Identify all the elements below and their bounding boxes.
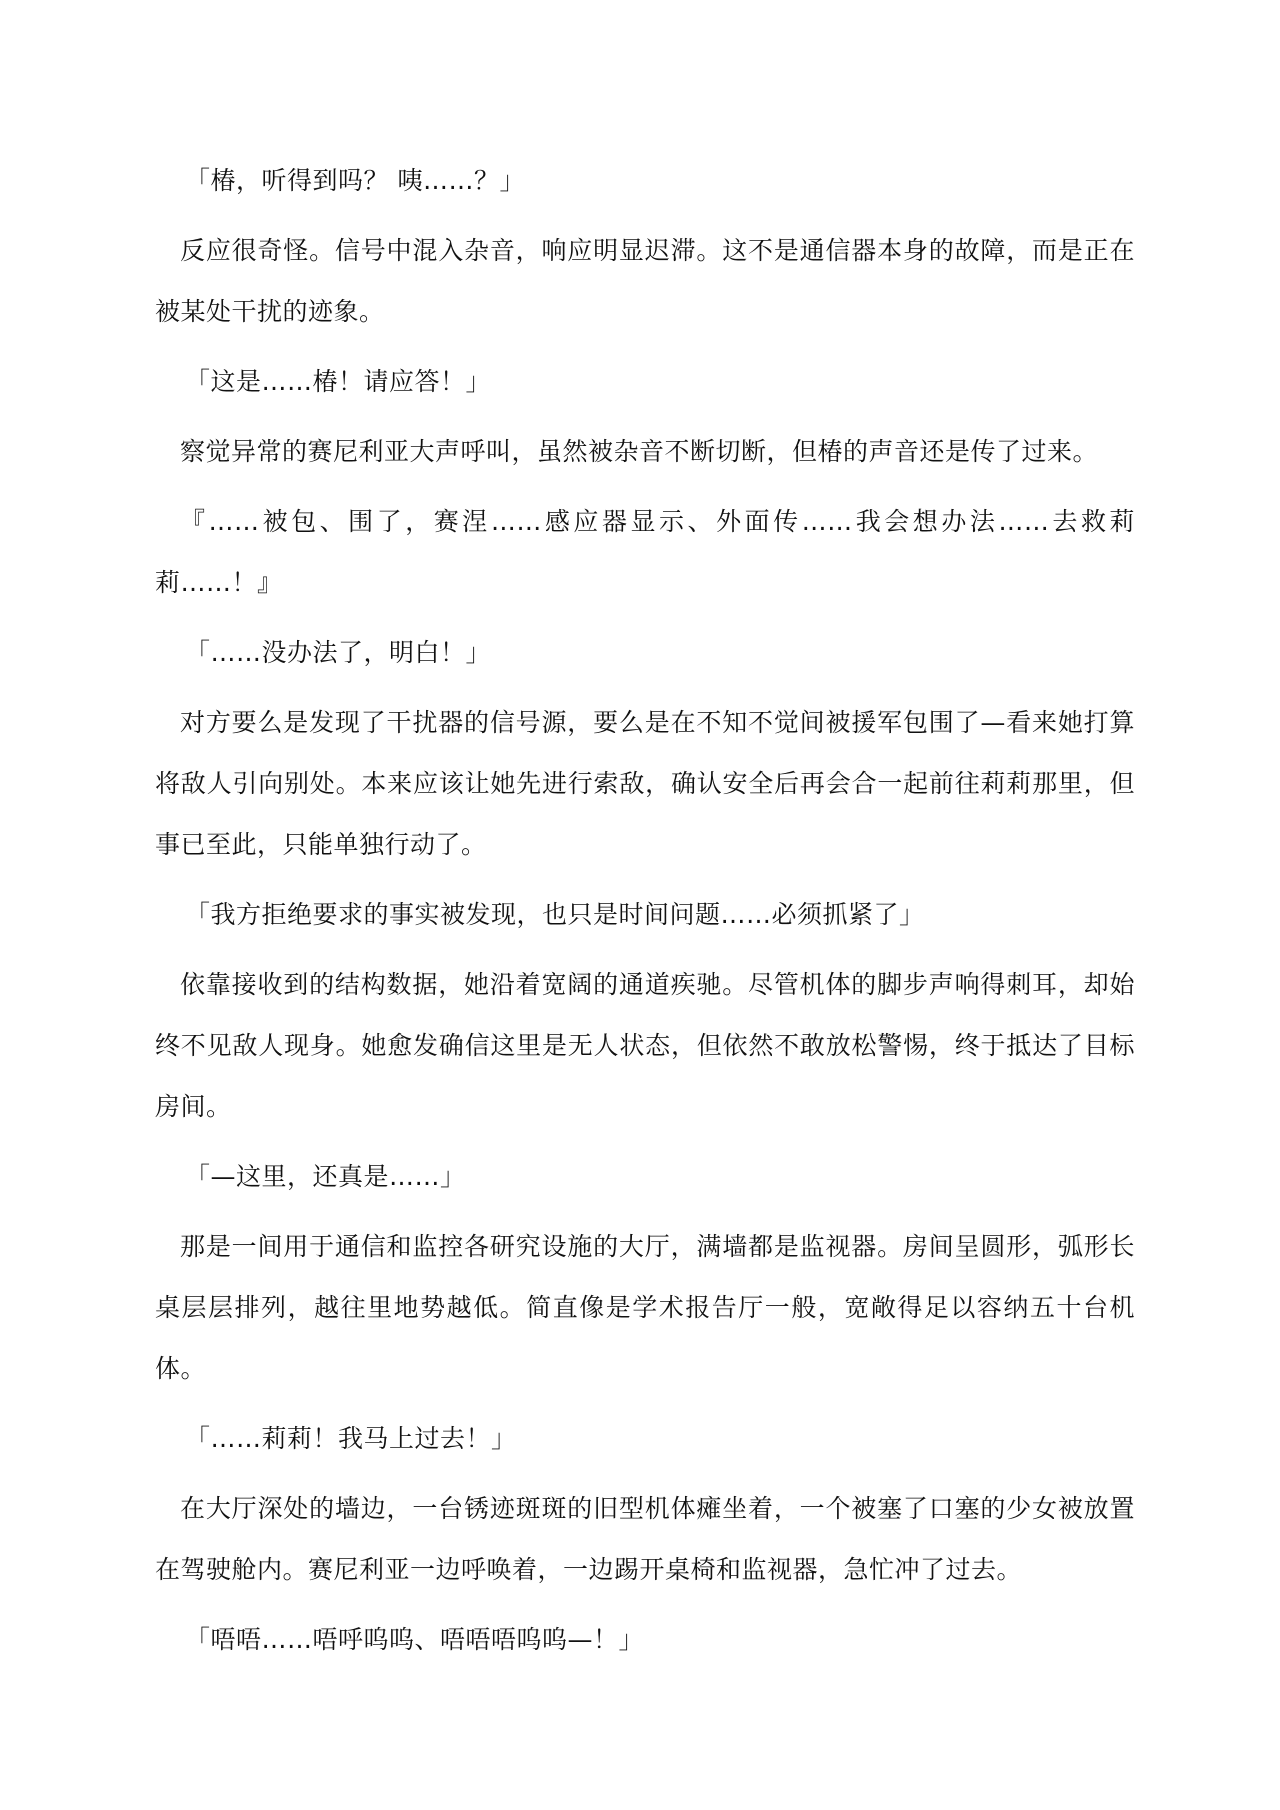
paragraph-dialogue: 「……莉莉！我马上过去！」 — [185, 1424, 517, 1453]
paragraph-dialogue: 「唔唔……唔呼呜呜、唔唔唔呜呜—！」 — [185, 1625, 645, 1654]
paragraph-narration: 察觉异常的赛尼利亚大声呼叫，虽然被杂音不断切断，但椿的声音还是传了过来。 — [180, 437, 1099, 466]
paragraph-dialogue: 「我方拒绝要求的事实被发现，也只是时间问题……必须抓紧了」 — [185, 900, 925, 929]
paragraph-dialogue: 「椿，听得到吗？ 咦……？」 — [185, 166, 525, 195]
paragraph-dialogue: 「……没办法了，明白！」 — [185, 638, 492, 667]
paragraph-dialogue: 「这是……椿！请应答！」 — [185, 367, 492, 396]
paragraph-narration: 反应很奇怪。信号中混入杂音，响应明显迟滞。这不是通信器本身的故障，而是正在被某处干扰的迹象。 — [155, 236, 1135, 326]
paragraph-narration: 在大厅深处的墙边，一台锈迹斑斑的旧型机体瘫坐着，一个被塞了口塞的少女被放置在驾驶舱内。赛尼利亚一边呼唤着，一边踢开桌椅和监视器，急忙冲了过去。 — [155, 1494, 1135, 1584]
paragraph-narration: 那是一间用于通信和监控各研究设施的大厅，满墙都是监视器。房间呈圆形，弧形长桌层层排列，越往里地势越低。简直像是学术报告厅一般，宽敞得足以容纳五十台机体。 — [155, 1232, 1135, 1383]
paragraph-dialogue: 『……被包、围了，赛涅……感应器显示、外面传……我会想办法……去救莉莉……！』 — [155, 507, 1135, 597]
paragraph-dialogue: 「—这里，还真是……」 — [185, 1162, 466, 1191]
paragraph-narration: 依靠接收到的结构数据，她沿着宽阔的通道疾驰。尽管机体的脚步声响得刺耳，却始终不见敌人现身。她愈发确信这里是无人状态，但依然不敢放松警惕，终于抵达了目标房间。 — [155, 970, 1135, 1121]
paragraph-narration: 对方要么是发现了干扰器的信号源，要么是在不知不觉间被援军包围了—看来她打算将敌人引向别处。本来应该让她先进行索敌，确认安全后再会合一起前往莉莉那里，但事已至此，只能单独行动了。 — [155, 708, 1135, 859]
text-body — [155, 150, 1135, 1679]
